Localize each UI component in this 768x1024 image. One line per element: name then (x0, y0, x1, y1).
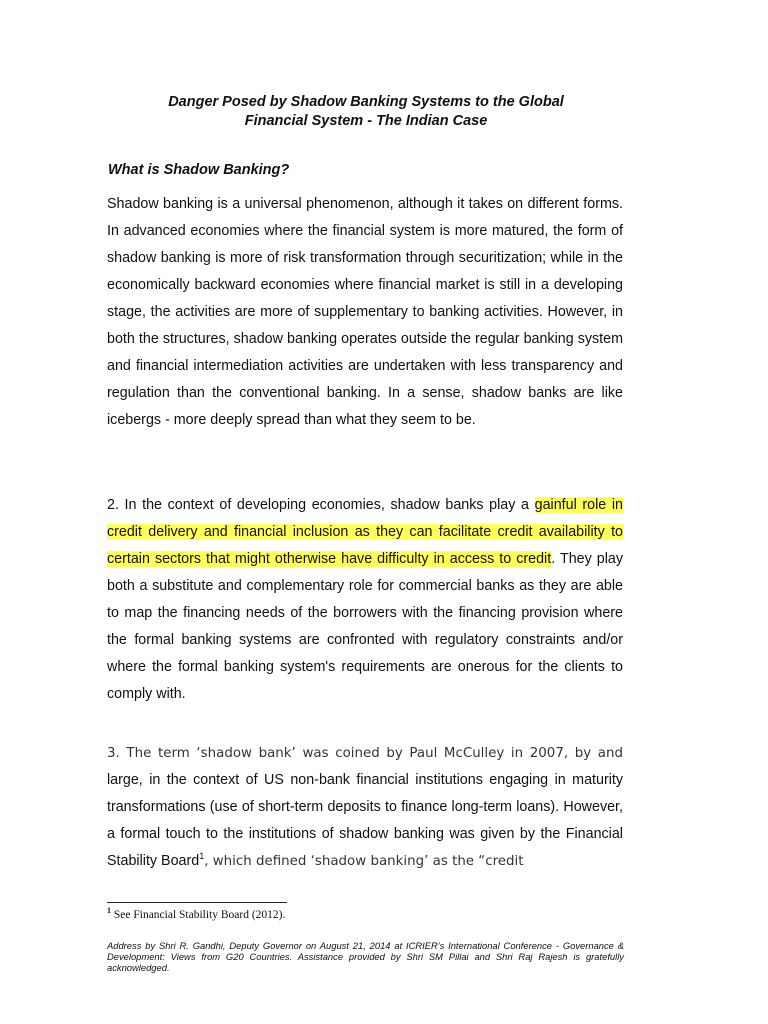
footnote-text: See Financial Stability Board (2012). (111, 909, 286, 921)
paragraph-3 (107, 740, 623, 875)
address-note: Address by Shri R. Gandhi, Deputy Governor on August 21, 2014 at ICRIER's International Conference - Governance & Development: Views from G20 Countries. Assistance provided by Shri SM Pillai and Shri Raj Rajesh is gratefully acknowledged. (107, 940, 624, 973)
footnote-divider (107, 902, 287, 903)
footnote-reference[interactable]: 1 (199, 851, 205, 862)
highlighted-text: gainful role in credit delivery and financial inclusion as they can facilitate credit availability to certain sectors that might otherwise have difficulty in access to credit (107, 497, 623, 567)
paragraph-2-after: . They play both a substitute and complementary role for commercial banks as they are able to map the financing needs of the borrowers with the financing provision where the formal banking systems are confronted with regulatory constraints and/or where the formal banking system's requirements are onerous for the clients to comply with. (107, 551, 624, 702)
paragraph-3-part-1: 3. The term ‘shadow bank’ was coined by Paul McCulley in 2007, by and (107, 746, 623, 761)
paragraph-3-part-3: , which defined ‘shadow banking’ as the “credit (204, 854, 524, 869)
document-title (108, 93, 624, 131)
paragraph-2 (107, 492, 623, 708)
title-line-1: Danger Posed by Shadow Banking Systems to the Global (168, 94, 564, 110)
paragraph-1: Shadow banking is a universal phenomenon, although it takes on different forms. In advanced economies where the financial system is more matured, the form of shadow banking is more of risk transformation through securitization; while in the economically backward economies where financial market is still in a developing stage, the activities are more of supplementary to banking activities. However, in both the structures, shadow banking operates outside the regular banking system and financial intermediation activities are undertaken with less transparency and regulation than the conventional banking. In a sense, shadow banks are like icebergs - more deeply spread than what they seem to be. (107, 196, 623, 428)
paragraph-3-part-2: large, in the context of US non-bank financial institutions engaging in maturity transformations (use of short-term deposits to finance long-term loans). However, a formal touch to the institutions of shadow banking was given by the Financial Stability Board (107, 772, 623, 869)
paragraph-2-before: 2. In the context of developing economies, shadow banks play a (107, 497, 535, 513)
section-heading: What is Shadow Banking? (108, 162, 290, 178)
footnote (107, 908, 627, 922)
title-line-2: Financial System - The Indian Case (244, 113, 488, 129)
footnote-number: 1 (107, 906, 111, 916)
